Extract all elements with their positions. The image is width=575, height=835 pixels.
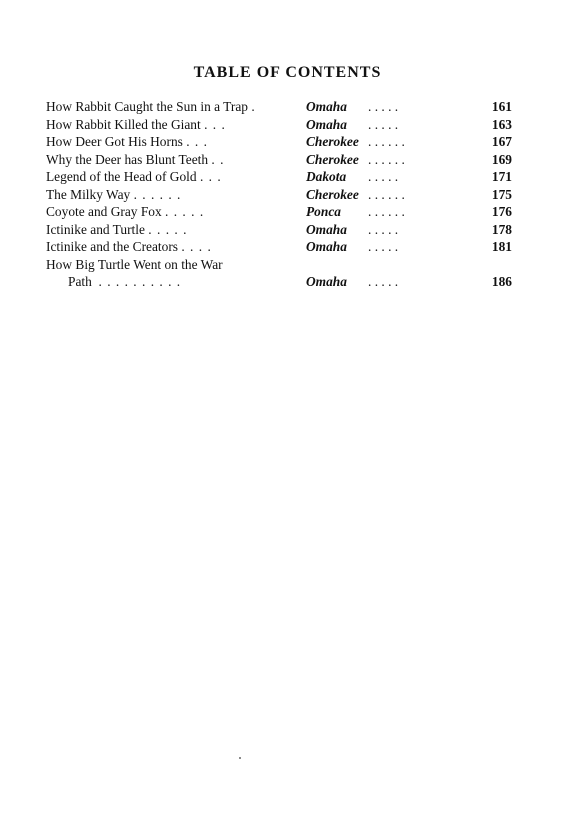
toc-entry-source: Omaha <box>306 116 347 132</box>
toc-entry-source: Cherokee <box>306 134 359 149</box>
scan-speck <box>239 757 241 759</box>
toc-entry-page: 181 <box>491 239 512 254</box>
dot-leader: . . . . . . <box>368 151 405 167</box>
dot-leader: . . . . . . <box>368 204 405 219</box>
toc-entry-page: 163 <box>491 116 512 132</box>
toc-entry-source: Omaha <box>306 221 347 237</box>
toc-entry <box>46 168 516 186</box>
toc-entry-source: Cherokee <box>306 186 359 202</box>
toc-entry <box>46 98 516 116</box>
toc-entry <box>46 256 516 291</box>
toc-entry <box>46 203 516 221</box>
toc-entry-title: Ictinike and the Creators . . . . <box>46 239 212 254</box>
toc-entry-source: Dakota <box>306 169 347 184</box>
dot-leader: . . . . . <box>368 274 399 289</box>
toc-entry-title: How Rabbit Caught the Sun in a Trap . <box>46 99 256 114</box>
dot-leader: . . . . . <box>368 116 399 132</box>
toc-entry <box>46 151 516 169</box>
toc-entry-page: 176 <box>491 204 512 219</box>
toc-entry-page: 171 <box>491 169 512 184</box>
toc-entry-source: Cherokee <box>306 151 359 167</box>
toc-entry-page: 169 <box>491 151 512 167</box>
dot-leader: . . . . . <box>368 221 399 237</box>
toc-entry-title: Legend of the Head of Gold . . . <box>46 169 222 184</box>
toc-entry-source: Ponca <box>306 204 341 219</box>
toc-list <box>46 98 516 291</box>
dot-leader: . . . . . <box>368 239 399 254</box>
toc-entry-page: 161 <box>491 99 512 114</box>
dot-leader: . . . . . . <box>368 186 405 202</box>
toc-entry-page: 178 <box>491 221 512 237</box>
toc-entry-source: Omaha <box>306 274 347 289</box>
toc-entry-source: Omaha <box>306 99 347 114</box>
toc-entry <box>46 221 516 239</box>
dot-leader: . . . . . <box>368 99 399 114</box>
toc-entry-title: How Rabbit Killed the Giant . . . <box>46 116 226 132</box>
toc-entry-title: The Milky Way . . . . . . <box>46 186 182 202</box>
toc-entry-title: Ictinike and Turtle . . . . . <box>46 221 188 237</box>
toc-entry-title <box>46 256 223 291</box>
toc-entry <box>46 116 516 134</box>
dot-leader: . . . . . . <box>368 134 405 149</box>
toc-entry-page: 186 <box>491 274 512 289</box>
toc-entry-title-line: Path . . . . . . . . . . <box>68 274 182 289</box>
toc-entry-title: Coyote and Gray Fox . . . . . <box>46 204 205 219</box>
toc-entry-title: Why the Deer has Blunt Teeth . . <box>46 151 225 167</box>
toc-entry-page: 167 <box>491 134 512 149</box>
toc-entry-title: How Deer Got His Horns . . . <box>46 134 208 149</box>
toc-entry <box>46 133 516 151</box>
toc-entry <box>46 186 516 204</box>
toc-entry-source: Omaha <box>306 239 347 254</box>
page-title: TABLE OF CONTENTS <box>193 64 382 81</box>
toc-entry-page: 175 <box>491 186 512 202</box>
toc-entry <box>46 238 516 256</box>
dot-leader: . . . . . <box>368 169 399 184</box>
toc-entry-title-line: How Big Turtle Went on the War <box>46 256 223 272</box>
